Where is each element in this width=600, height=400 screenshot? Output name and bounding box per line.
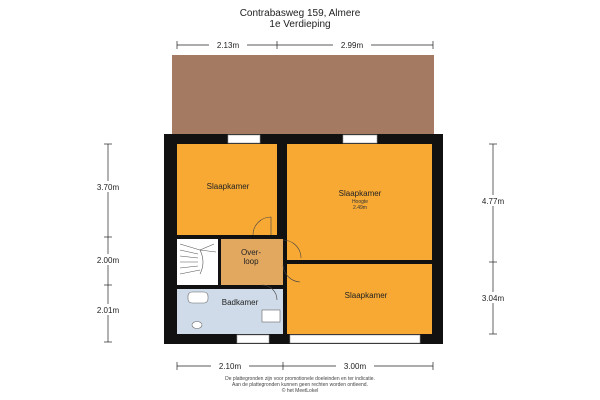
- dim-right-top: 4.77m: [481, 197, 505, 206]
- copyright-line: © het MeetLokel: [281, 388, 319, 394]
- dim-left-bottom: 2.01m: [96, 306, 120, 315]
- dim-left-mid: 2.00m: [96, 256, 120, 265]
- address-title: Contrabasweg 159, Almere: [239, 8, 361, 19]
- floor-title: 1e Verdieping: [269, 19, 331, 30]
- window-bedroom-3: [290, 335, 420, 343]
- dim-bottom-left: 2.10m: [218, 362, 242, 371]
- room-label-bathroom: Badkamer: [221, 298, 259, 307]
- disclaimer-line-2: Aan de plattegronden kunnen geen rechten worden ontleend.: [232, 382, 368, 388]
- dim-top-left: 2.13m: [216, 41, 240, 50]
- room-label-bedroom-1: Slaapkamer: [206, 182, 250, 191]
- room-height-label: Hoogte: [351, 199, 369, 205]
- room-label-landing-2: loop: [243, 257, 259, 266]
- room-label-bedroom-3: Slaapkamer: [344, 291, 388, 300]
- window-bedroom-1: [228, 135, 260, 143]
- dim-bottom-right: 3.00m: [343, 362, 367, 371]
- room-label-bedroom-2: Slaapkamer: [338, 189, 382, 198]
- room-label-landing-1: Over-: [241, 248, 261, 257]
- dim-left-top: 3.70m: [96, 183, 120, 192]
- dim-right-bottom: 3.04m: [481, 294, 505, 303]
- roof-area: [172, 55, 434, 135]
- window-bathroom: [237, 335, 269, 343]
- dim-top-right: 2.99m: [340, 41, 364, 50]
- room-height-value: 2.49m: [353, 205, 367, 211]
- window-bedroom-2: [343, 135, 377, 143]
- disclaimer-line-1: De plattegronden zijn voor promotionele doeleinden en ter indicatie.: [225, 376, 375, 382]
